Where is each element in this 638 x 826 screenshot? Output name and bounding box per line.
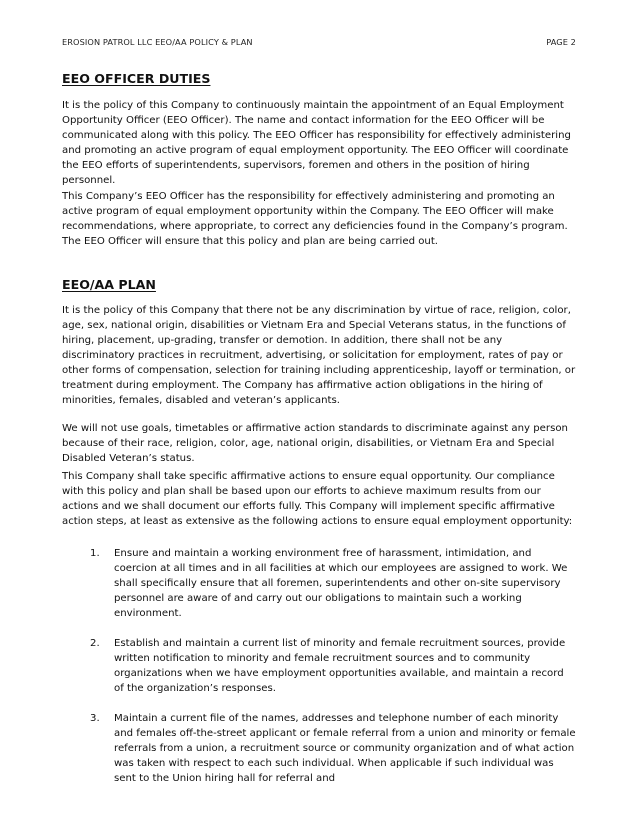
- eeo-plan-paragraph-2: We will not use goals, timetables or affirmative action standards to discriminate against any person because of their race, religion, color, age, national origin, disabilities, or Vietnam Era and Special Disabled Veteran’s status.: [62, 423, 568, 465]
- page-number: PAGE 2: [546, 37, 576, 47]
- eeo-officer-paragraph-1: It is the policy of this Company to continuously maintain the appointment of an Equal Employment Opportunity Officer (EEO Officer). The name and contact information for the EEO Officer will be communicated along with this policy. The EEO Officer has responsibility for effectively administering and promoting an active program of equal employment opportunity. The EEO Officer will coordinate the EEO efforts of superintendents, supervisors, foremen and others in the position of hiring personnel.: [62, 100, 571, 187]
- list-item-text: Establish and maintain a current list of minority and female recruitment sources, provide written notification to minority and female recruitment sources and to community organizations when we have employment opportunities available, and maintain a record of the organization’s responses.: [114, 638, 566, 694]
- list-item-text: Ensure and maintain a working environment free of harassment, intimidation, and coercion at all times and in all facilities at which our employees are assigned to work. We shall specifically ensure that all foremen, superintendents and other on-site supervisory personnel are aware of and carry out our obligations to maintain such a working environment.: [114, 548, 568, 619]
- affirmative-action-list: [90, 546, 576, 801]
- header-title: EROSION PATROL LLC EEO/AA POLICY & PLAN: [62, 37, 253, 47]
- list-item: [90, 711, 576, 786]
- list-item-text: Maintain a current file of the names, addresses and telephone number of each minority and females off-the-street applicant or female referral from a union and minority or female referrals from a union, a recruitment source or community organization and of what action was taken with respect to each such individual. When applicable if such individual was sent to the Union hiring hall for referral and: [114, 713, 576, 784]
- list-item: [90, 636, 576, 696]
- eeo-officer-paragraph-2: This Company’s EEO Officer has the responsibility for effectively administering and promoting an active program of equal employment opportunity within the Company. The EEO Officer will make recommendations, where appropriate, to correct any deficiencies found in the Company’s program. The EEO Officer will ensure that this policy and plan are being carried out.: [62, 191, 568, 248]
- list-item: [90, 546, 576, 621]
- list-item-number: 3.: [90, 713, 100, 724]
- document-page: [62, 0, 576, 826]
- eeo-plan-paragraph-3: This Company shall take specific affirmative actions to ensure equal opportunity. Our compliance with this policy and plan shall be based upon our efforts to achieve maximum results from our actions and we shall document our efforts fully. This Company will implement specific affirmative action steps, at least as extensive as the following actions to ensure equal employment opportunity:: [62, 471, 573, 528]
- section-title-eeo-officer-duties: EEO OFFICER DUTIES: [62, 71, 211, 86]
- section-title-eeo-aa-plan: EEO/AA PLAN: [62, 277, 156, 292]
- list-item-number: 1.: [90, 548, 100, 559]
- eeo-plan-paragraph-1: It is the policy of this Company that there not be any discrimination by virtue of race, religion, color, age, sex, national origin, disabilities or Vietnam Era and Special Veterans status, in the functions of hiring, placement, up-grading, transfer or demotion. In addition, there shall not be any discriminatory practices in recruitment, advertising, or solicitation for employment, rates of pay or other forms of compensation, selection for training including apprenticeship, layoff or termination, or treatment during employment. The Company has affirmative action obligations in the hiring of minorities, females, disabled and veteran’s applicants.: [62, 305, 576, 407]
- list-item-number: 2.: [90, 638, 100, 649]
